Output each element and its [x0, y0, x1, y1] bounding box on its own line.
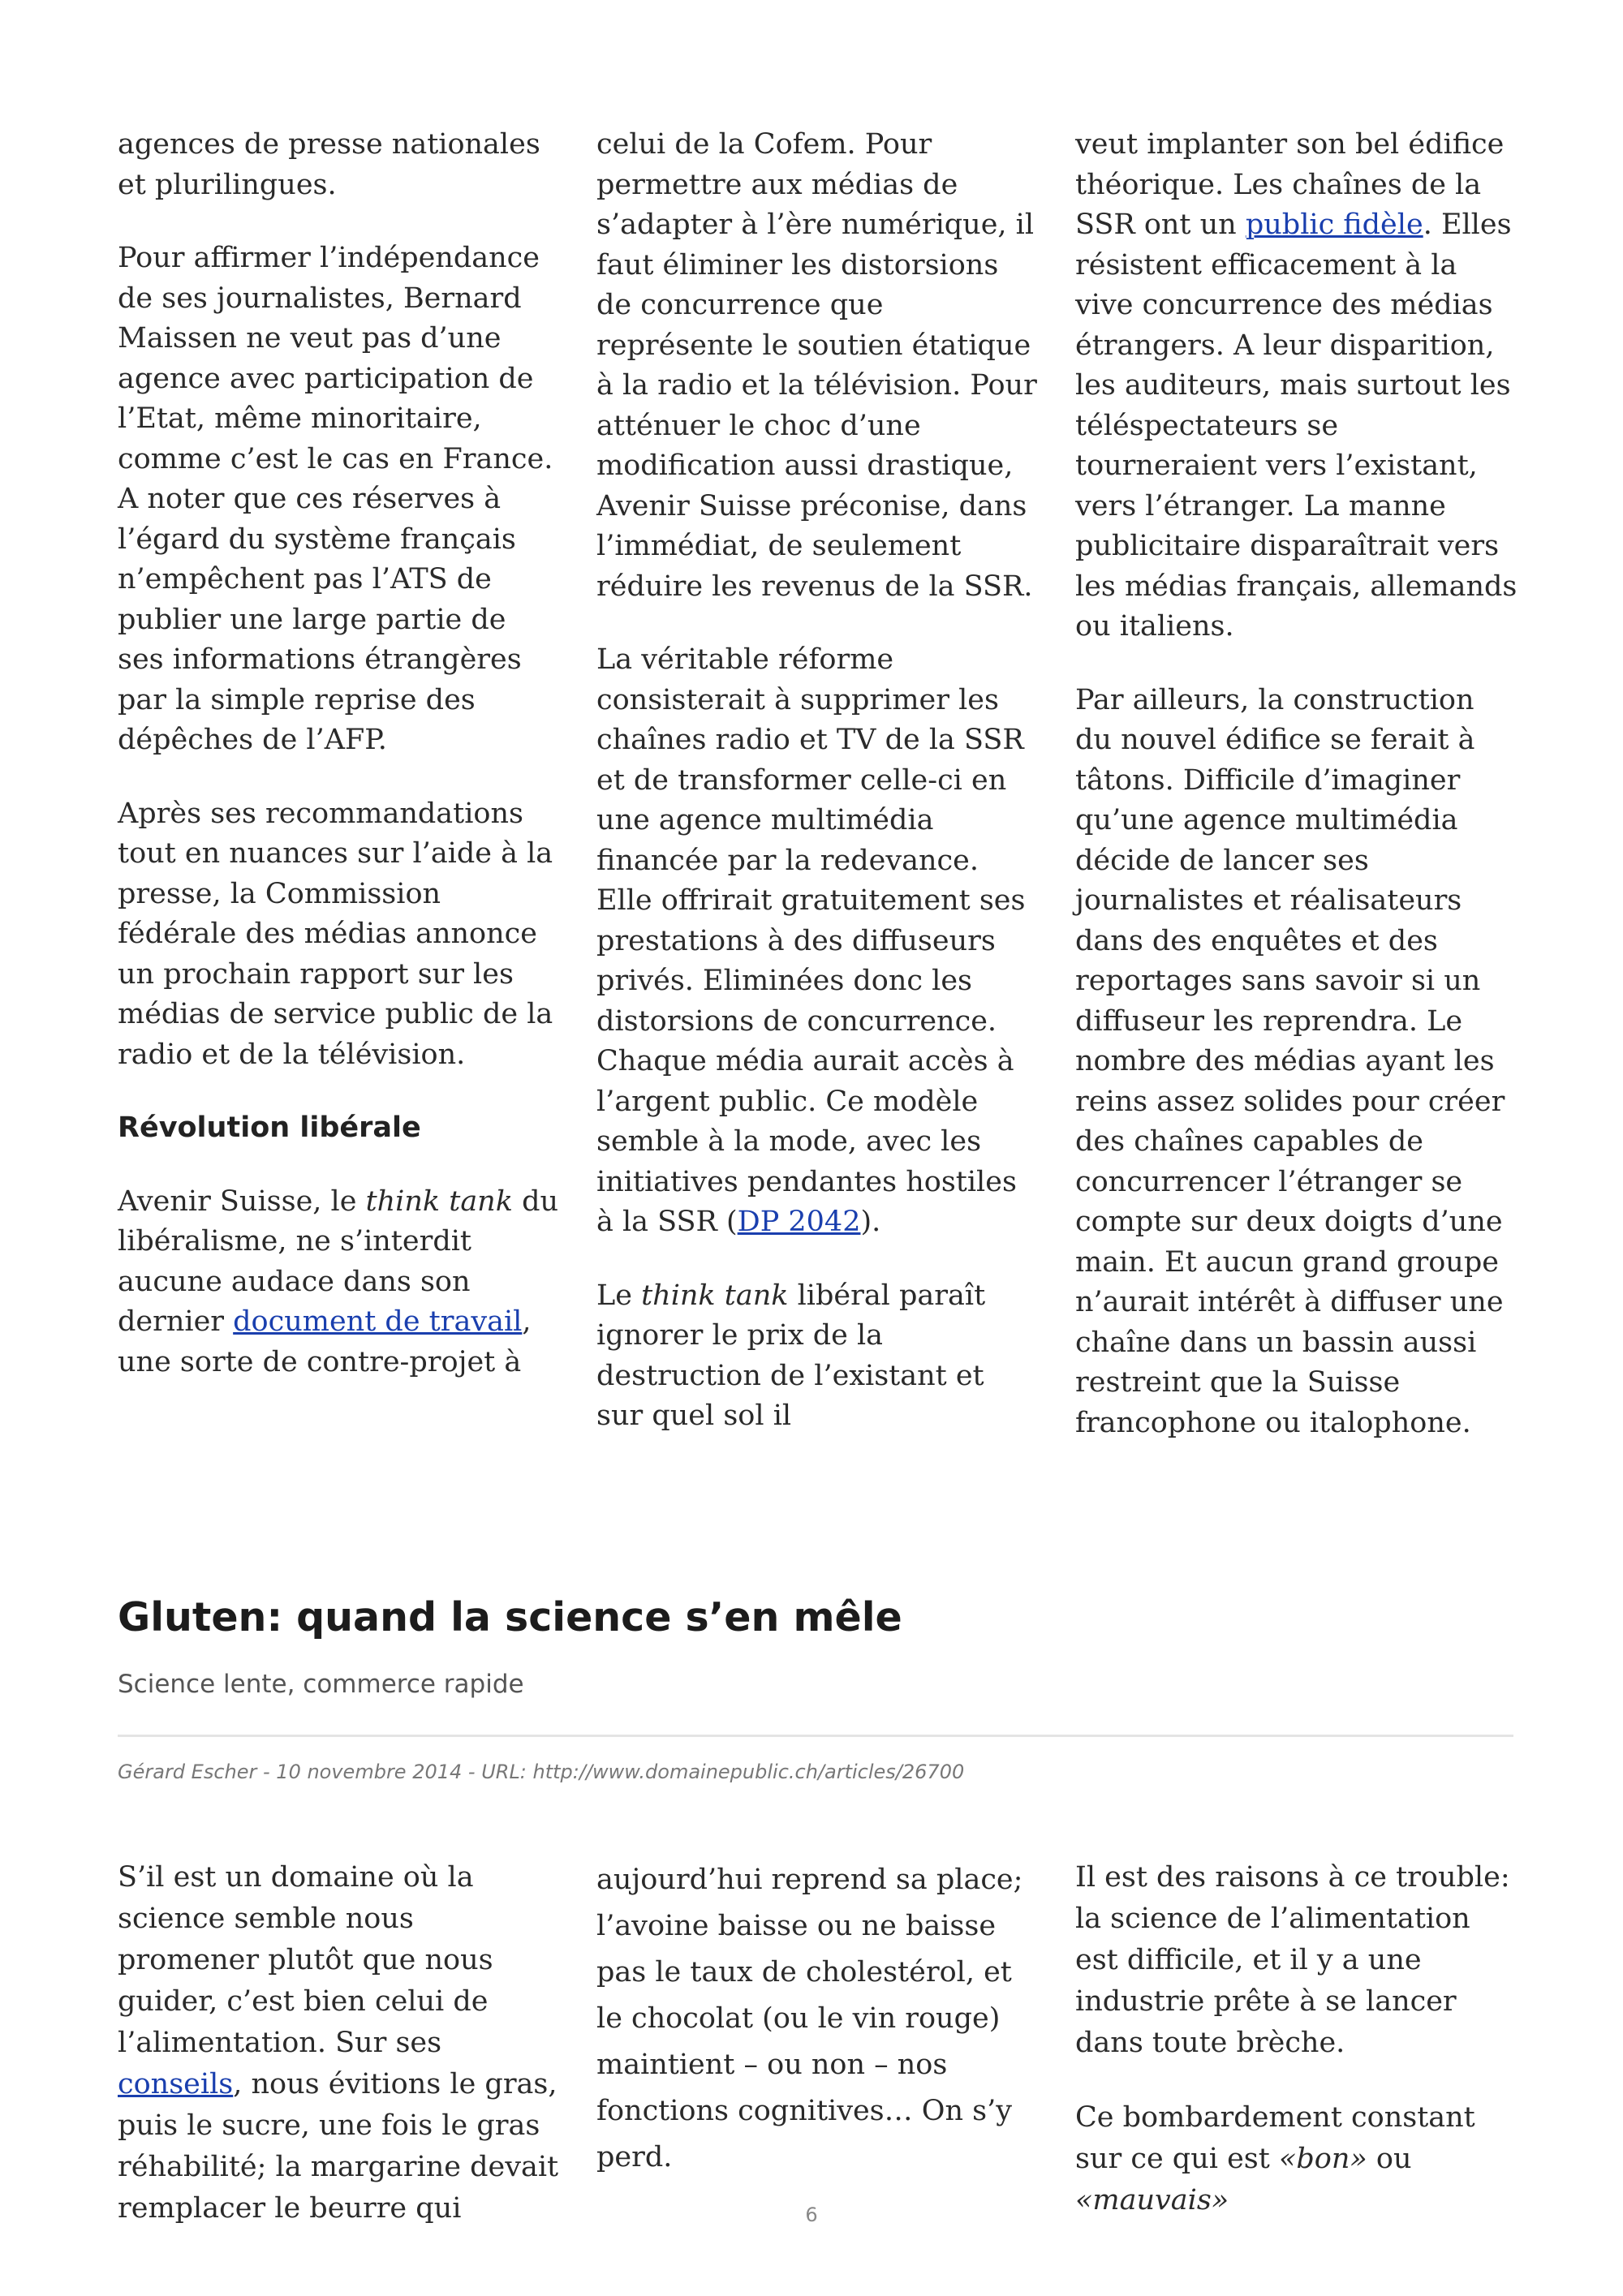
dp-2042-link[interactable]: DP 2042: [737, 1206, 861, 1238]
article1-column-3: [1075, 125, 1518, 1443]
article2-column-1: [118, 1857, 560, 2229]
paragraph: aujourd’hui reprend sa place; l’avoine baisse ou ne baisse pas le taux de cholestérol, et le chocolat (ou le vin rouge) maintient – ou non – nos fonctions cognitives… On s’y perd.: [596, 1864, 1023, 2173]
paragraph: Après ses recommandations tout en nuances sur l’aide à la presse, la Commission fédérale des médias annonce un prochain rapport sur les médias de service public de la radio et de la télévision.: [118, 797, 553, 1071]
section-heading: Révolution libérale: [118, 1111, 421, 1144]
paragraph: agences de presse nationales et plurilingues.: [118, 128, 540, 201]
paragraph: Le think tank libéral paraît ignorer le prix de la destruction de l’existant et sur quel sol il: [596, 1279, 986, 1432]
article1-column-1: [118, 125, 560, 1382]
paragraph: veut implanter son bel édifice théorique. Les chaînes de la SSR ont un public fidèle. Elles résistent efficacement à la vive concurrence des médias étrangers. A leur disparition, les auditeurs, mais surtout les téléspectateurs se tourneraient vers l’existant, vers l’étranger. La manne publicitaire disparaîtrait vers les médias français, allemands ou italiens.: [1075, 128, 1518, 643]
article-subtitle: Science lente, commerce rapide: [118, 1670, 524, 1699]
paragraph: Ce bombardement constant sur ce qui est «bon» ou «mauvais»: [1075, 2101, 1475, 2216]
conseils-link[interactable]: conseils: [118, 2068, 234, 2100]
public-fidele-link[interactable]: public fidèle: [1245, 209, 1423, 241]
page-number: 6: [805, 2204, 818, 2226]
paragraph: Pour affirmer l’indépendance de ses journalistes, Bernard Maissen ne veut pas d’une agence avec participation de l’Etat, même minoritaire, comme c’est le cas en France. A noter que ces réserves à l’égard du système français n’empêchent pas l’ATS de publier une large partie de ses informations étrangères par la simple reprise des dépêches de l’AFP.: [118, 242, 553, 756]
article2-column-2: [596, 1857, 1039, 2181]
paragraph: Il est des raisons à ce trouble: la science de l’alimentation est difficile, et il y a une industrie prête à se lancer dans toute brèche.: [1075, 1861, 1510, 2059]
divider: [118, 1735, 1513, 1737]
paragraph: S’il est un domaine où la science semble nous promener plutôt que nous guider, c’est bien celui de l’alimentation. Sur ses conseils, nous évitions le gras, puis le sucre, une fois le gras réhabilité; la margarine devait remplacer le beurre qui: [118, 1861, 559, 2225]
article-title: Gluten: quand la science s’en mêle: [118, 1594, 902, 1640]
paragraph: celui de la Cofem. Pour permettre aux médias de s’adapter à l’ère numérique, il faut éliminer les distorsions de concurrence que représente le soutien étatique à la radio et la télévision. Pour atténuer le choc d’une modification aussi drastique, Avenir Suisse préconise, dans l’immédiat, de seulement réduire les revenus de la SSR.: [596, 128, 1037, 603]
paragraph: La véritable réforme consisterait à supprimer les chaînes radio et TV de la SSR et de transformer celle-ci en une agence multimédia financée par la redevance. Elle offrirait gratuitement ses prestations à des diffuseurs privés. Eliminées donc les distorsions de concurrence. Chaque média aurait accès à l’argent public. Ce modèle semble à la mode, avec les initiatives pendantes hostiles à la SSR (DP 2042).: [596, 643, 1026, 1238]
article2-column-3: [1075, 1857, 1518, 2221]
paragraph: Par ailleurs, la construction du nouvel édifice se ferait à tâtons. Difficile d’imaginer qu’une agence multimédia décide de lancer ses journalistes et réalisateurs dans des enquêtes et des reportages sans savoir si un diffuseur les reprendra. Le nombre des médias ayant les reins assez solides pour créer des chaînes capables de concurrencer l’étranger se compte sur deux doigts d’une main. Et aucun grand groupe n’aurait intérêt à diffuser une chaîne dans un bassin aussi restreint que la Suisse francophone ou italophone.: [1075, 683, 1505, 1439]
document-de-travail-link[interactable]: document de travail: [233, 1305, 523, 1338]
article1-column-2: [596, 125, 1039, 1437]
paragraph: Avenir Suisse, le think tank du libéralisme, ne s’interdit aucune audace dans son dernier document de travail, une sorte de contre-projet à: [118, 1185, 559, 1378]
article-byline: Gérard Escher - 10 novembre 2014 - URL: http://www.domainepublic.ch/articles/26700: [118, 1761, 965, 1783]
